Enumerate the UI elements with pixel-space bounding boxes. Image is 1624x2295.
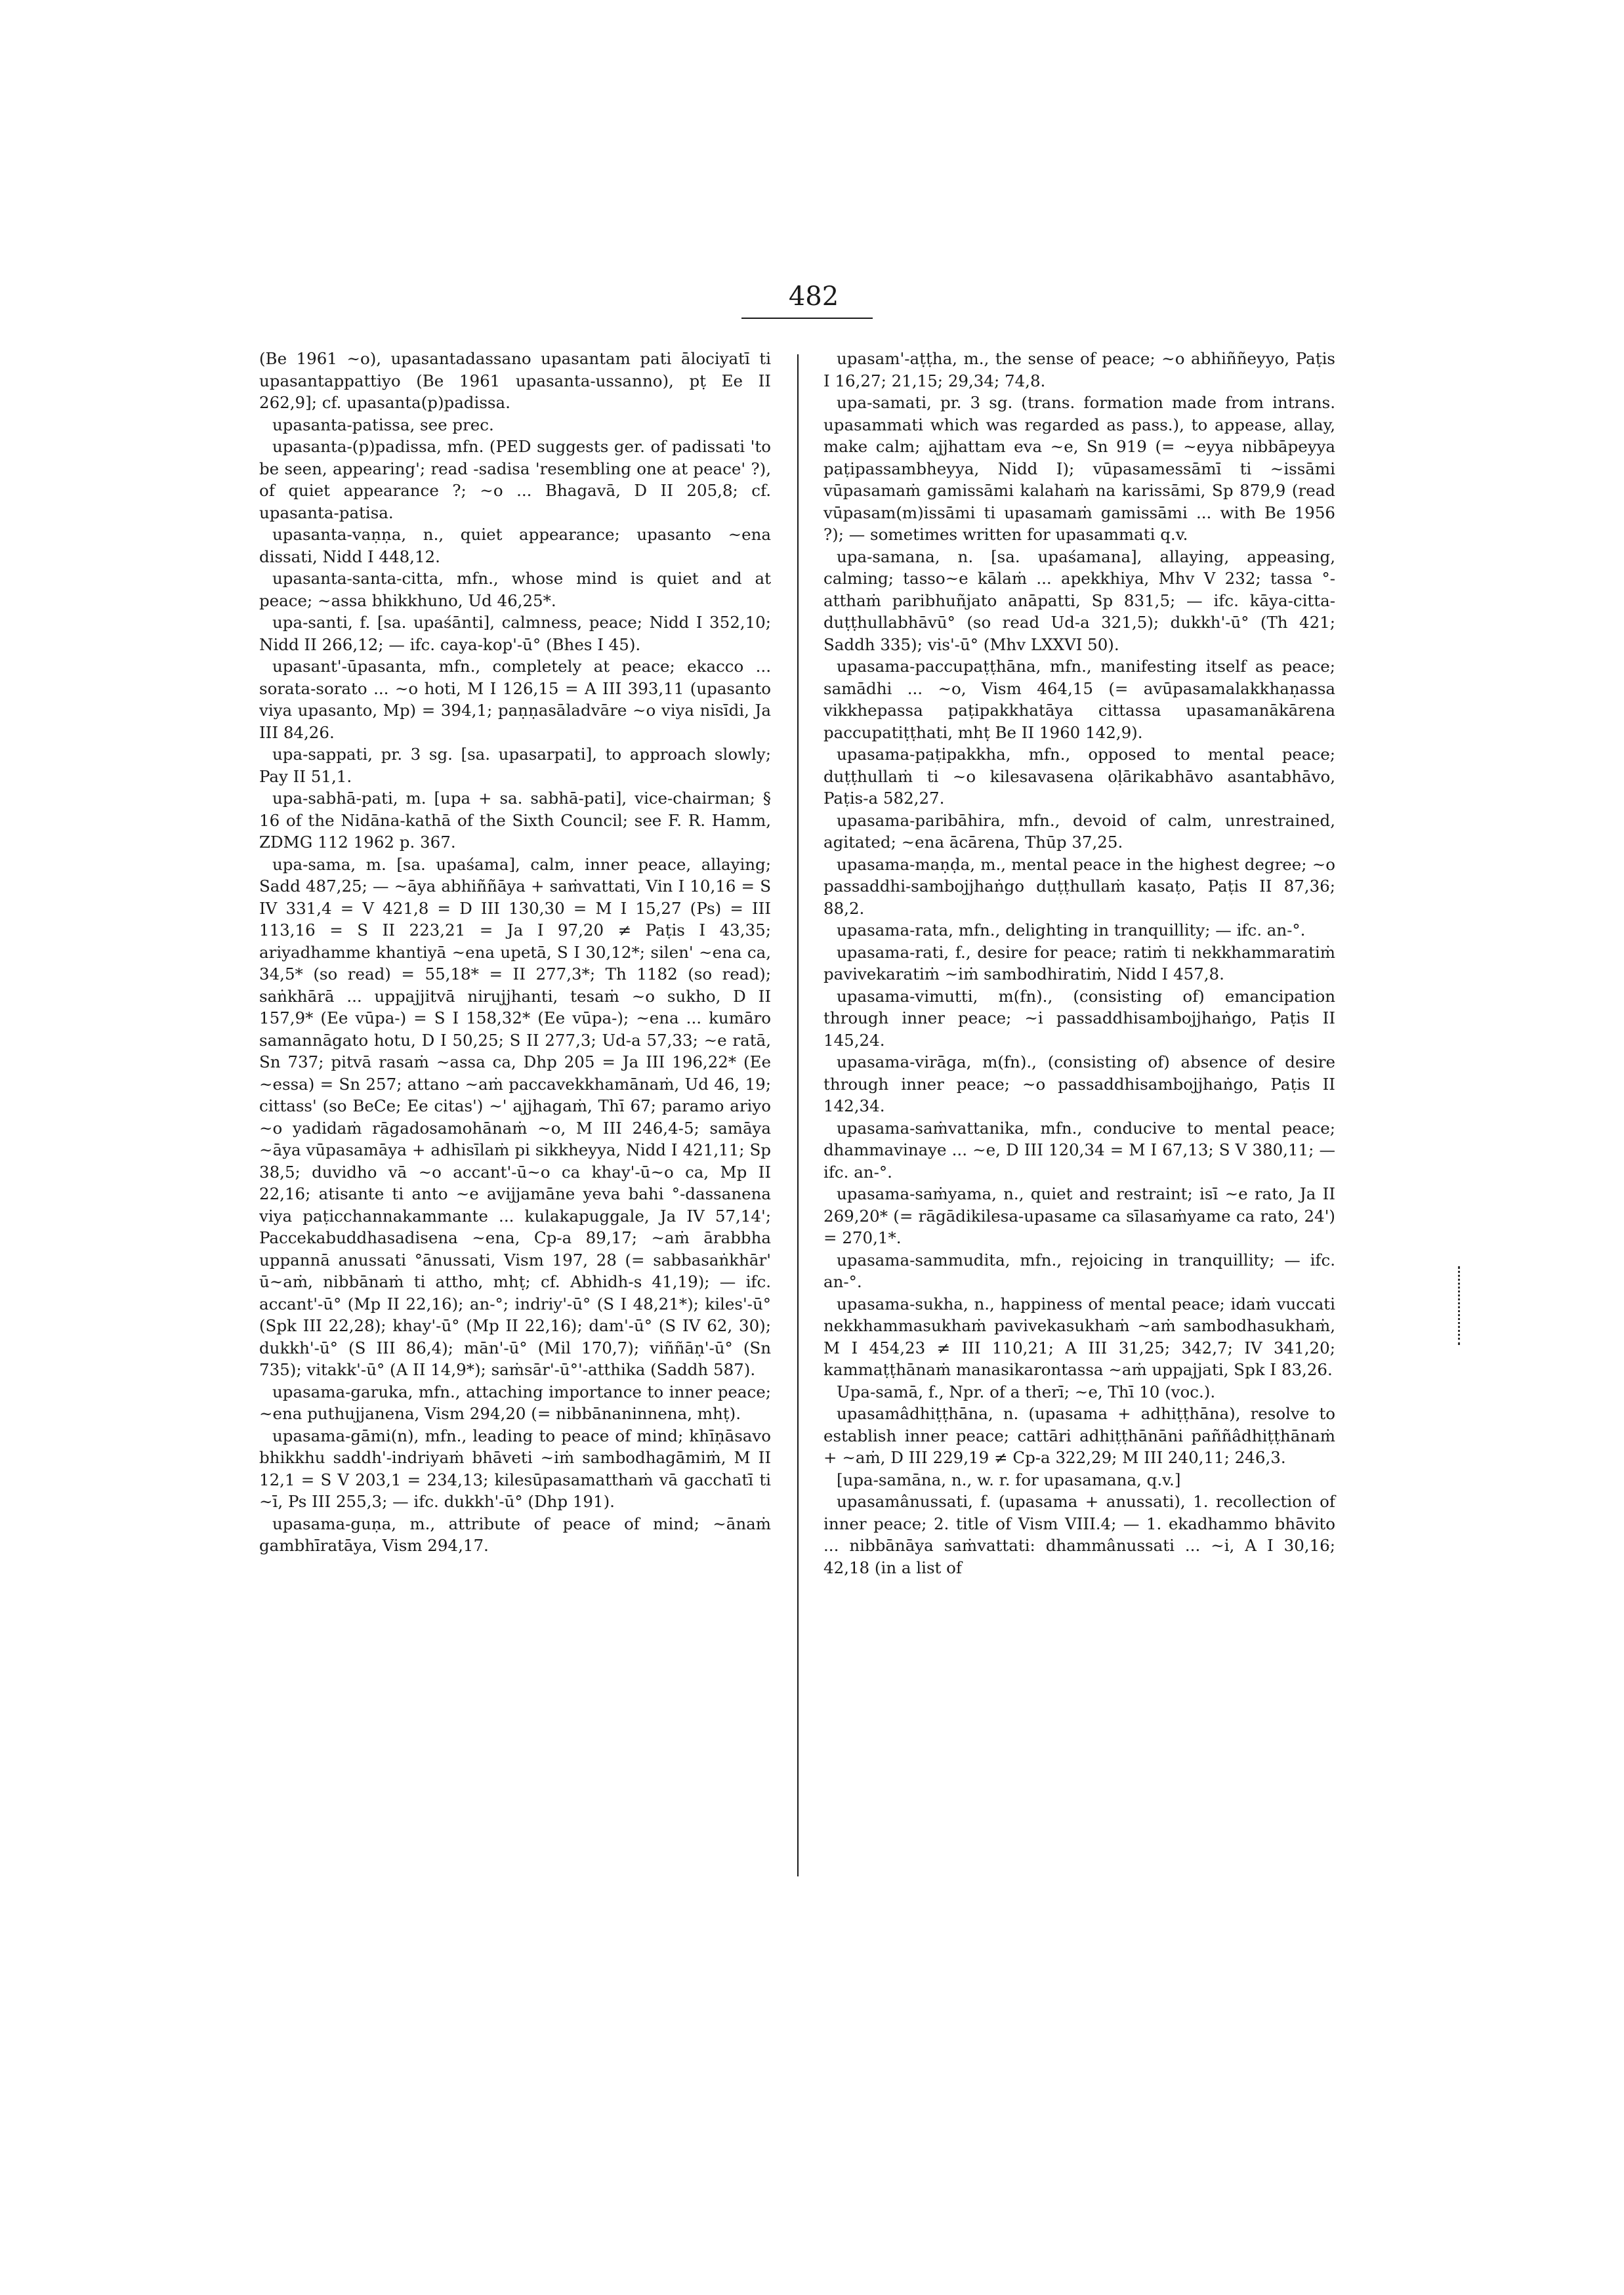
entry: upasamâdhiṭṭhāna, n. (upasama + adhiṭṭhāna), resolve to establish inner peace; cattāri adhiṭṭhānāni paññâdhiṭṭhānaṁ + ~aṁ, D III 229,19 ≠ Cp-a 322,29; M III 240,11; 246,3.: [823, 1404, 1335, 1467]
entry: upasama-guṇa, m., attribute of peace of mind; ~ānaṁ gambhīratāya, Vism 294,17.: [259, 1514, 771, 1555]
entry: upa-samana, n. [sa. upaśamana], allaying, appeasing, calming; tasso~e kālaṁ ... apekkhiya, Mhv V 232; tassa °-atthaṁ paribhuñjato anāpatti, Sp 831,5; — ifc. kāya-citta-duṭṭhullabhāvū° (so read Ud-a 321,5); dukkh'-ū° (Th 421; Saddh 335); vis'-ū° (Mhv LXXVI 50).: [823, 547, 1335, 654]
entry: upasama-sukha, n., happiness of mental peace; idaṁ vuccati nekkhammasukhaṁ pavivekasukhaṁ ~aṁ sambodhasukhaṁ, M I 454,23 ≠ III 110,21; A III 31,25; 342,7; IV 341,20; kammaṭṭhānaṁ manasikarontassa ~aṁ uppajjati, Spk I 83,26.: [823, 1294, 1335, 1379]
entry: upa-samati, pr. 3 sg. (trans. formation made from intrans. upasammati which was regarded as pass.), to appease, allay, make calm; ajjhattam eva ~e, Sn 919 (= ~eyya nibbāpeyya paṭipassambheyya, Nidd I); vūpasamessāmī ti ~issāmi vūpasamaṁ gamissāmi kalahaṁ na karissāmi, Sp 879,9 (read vūpasam(m)issāmi ti upasamaṁ gamissāmi ... with Be 1956 ?); — sometimes written for upasammati q.v.: [823, 393, 1335, 544]
entry: upasant'-ūpasanta, mfn., completely at peace; ekacco ... sorata-sorato ... ~o hoti, M I 126,15 = A III 393,11 (upasanto viya upasanto, Mp) = 394,1; paṇṇasāladvāre ~o viya nisīdi, Ja III 84,26.: [259, 657, 771, 742]
margin-mark: [1458, 1266, 1460, 1345]
entry: upasama-gāmi(n), mfn., leading to peace of mind; khīṇāsavo bhikkhu saddh'-indriyaṁ bhāveti ~iṁ sambodhagāmiṁ, M II 12,1 = S V 203,1 = 234,13; kilesūpasamatthaṁ vā gacchatī ti ~ī, Ps III 255,3; — ifc. dukkh'-ū° (Dhp 191).: [259, 1426, 771, 1511]
entry: upa-sappati, pr. 3 sg. [sa. upasarpati], to approach slowly; Pay II 51,1.: [259, 745, 771, 786]
entry: [upa-samāna, n., w. r. for upasamana, q.v.]: [837, 1470, 1181, 1489]
entry: upa-sabhā-pati, m. [upa + sa. sabhā-pati], vice-chairman; § 16 of the Nidāna-kathā of the Sixth Council; see F. R. Hamm, ZDMG 112 1962 p. 367.: [259, 789, 771, 852]
entry: upasama-sammudita, mfn., rejoicing in tranquillity; — ifc. an-°.: [823, 1250, 1335, 1291]
entry: upasama-paribāhira, mfn., devoid of calm, unrestrained, agitated; ~ena ācārena, Thūp 37,25.: [823, 810, 1335, 852]
entry: upasanta-patissa, see prec.: [272, 415, 494, 434]
entry: upasama-saṁyama, n., quiet and restraint; isī ~e rato, Ja II 269,20* (= rāgādikilesa-upasame ca sīlasaṁyame ca rato, 24') = 270,1*.: [823, 1184, 1335, 1247]
entry: upasama-vimutti, m(fn)., (consisting of) emancipation through inner peace; ~i passaddhisambojjhaṅgo, Paṭis II 145,24.: [823, 986, 1335, 1050]
entry: upasam'-aṭṭha, m., the sense of peace; ~o abhiññeyyo, Paṭis I 16,27; 21,15; 29,34; 74,8.: [823, 349, 1335, 390]
entry: upasama-saṁvattanika, mfn., conducive to mental peace; dhammavinaye ... ~e, D III 120,34 = M I 67,13; S V 380,11; — ifc. an-°.: [823, 1118, 1335, 1182]
entry: upasamânussati, f. (upasama + anussati), 1. recollection of inner peace; 2. title of Vism VIII.4; — 1. ekadhammo bhāvito ... nibbānāya saṁvattati: dhammânussati ... ~i, A I 30,16; 42,18 (in a list of: [823, 1492, 1335, 1577]
entry: upasama-paccupaṭṭhāna, mfn., manifesting itself as peace; samādhi ... ~o, Vism 464,15 (= avūpasamalakkhaṇassa vikkhepassa paṭipakkhatāya cittassa upasamanākārena paccupatiṭṭhati, mhṭ Be II 1960 142,9).: [823, 657, 1335, 742]
entry: (Be 1961 ~o), upasantadassano upasantam pati ālociyatī ti upasantappattiyo (Be 1961 upasanta-ussanno), pṭ Ee II 262,9]; cf. upasanta(p)padissa.: [259, 349, 771, 412]
column-divider: [797, 354, 799, 1876]
left-column: [259, 348, 771, 1557]
page-number-rule: [741, 318, 873, 319]
right-column: [823, 348, 1335, 1579]
page-number: 482: [788, 281, 839, 312]
entry: upasama-rati, f., desire for peace; ratiṁ ti nekkhammaratiṁ pavivekaratiṁ ~iṁ sambodhiratiṁ, Nidd I 457,8.: [823, 942, 1335, 983]
entry: upasanta-santa-citta, mfn., whose mind is quiet and at peace; ~assa bhikkhuno, Ud 46,25*.: [259, 569, 771, 610]
entry: upa-sama, m. [sa. upaśama], calm, inner peace, allaying; Sadd 487,25; — ~āya abhiññāya + saṁvattati, Vin I 10,16 = S IV 331,4 = V 421,8 = D III 130,30 = M I 15,27 (Ps) = III 113,16 = S II 223,21 = Ja I 97,20 ≠ Paṭis I 43,35; ariyadhamme khantiyā ~ena upetā, S I 30,12*; silen' ~ena ca, 34,5* (so read) = 55,18* = II 277,3*; Th 1182 (so read); saṅkhārā ... uppajjitvā nirujjhanti, tesaṁ ~o sukho, D II 157,9* (Ee vūpa-) = S I 158,32* (Ee vūpa-); ~ena ... kumāro samannāgato hotu, D I 50,25; S II 277,3; Ud-a 57,33; ~e ratā, Sn 737; pitvā rasaṁ ~assa ca, Dhp 205 = Ja III 196,22* (Ee ~essa) = Sn 257; attano ~aṁ paccavekkhamānaṁ, Ud 46, 19; cittass' (so BeCe; Ee citas') ~' ajjhagaṁ, Thī 67; paramo ariyo ~o yadidaṁ rāgadosamohānaṁ ~o, M III 246,4-5; samāya ~āya vūpasamāya + adhisīlaṁ pi sikkheyya, Nidd I 421,11; Sp 38,5; duvidho vā ~o accant'-ū~o ca khay'-ū~o ca, Mp II 22,16; atisante ti anto ~e avijjamāne yeva bahi °-dassanena viya paṭicchannakammante ... kulakapuggale, Ja IV 57,14'; Paccekabuddhasadisena ~ena, Cp-a 89,17; ~aṁ ārabbha uppannā anussati °ānussati, Vism 197, 28 (= sabbasaṅkhār' ū~aṁ, nibbānaṁ ti attho, mhṭ; cf. Abhidh-s 41,19); — ifc. accant'-ū° (Mp II 22,16); an-°; indriy'-ū° (S I 48,21*); kiles'-ū° (Spk III 22,28); khay'-ū° (Mp II 22,16); dam'-ū° (S IV 62, 30); dukkh'-ū° (S III 86,4); mān'-ū° (Mil 170,7); viññāṇ'-ū° (Sn 735); vitakk'-ū° (A II 14,9*); saṁsār'-ū°'-atthika (Saddh 587).: [259, 854, 771, 1379]
entry: upasama-virāga, m(fn)., (consisting of) absence of desire through inner peace; ~o passaddhisambojjhaṅgo, Paṭis II 142,34.: [823, 1052, 1335, 1115]
entry: upa-santi, f. [sa. upaśānti], calmness, peace; Nidd I 352,10; Nidd II 266,12; — ifc. caya-kop'-ū° (Bhes I 45).: [259, 613, 771, 654]
entry: upasanta-vaṇṇa, n., quiet appearance; upasanto ~ena dissati, Nidd I 448,12.: [259, 525, 771, 566]
entry: upasama-rata, mfn., delighting in tranquillity; — ifc. an-°.: [837, 920, 1306, 940]
entry: upasama-paṭipakkha, mfn., opposed to mental peace; duṭṭhullaṁ ti ~o kilesavasena oḷārikabhāvo asantabhāvo, Paṭis-a 582,27.: [823, 745, 1335, 808]
entry: Upa-samā, f., Npr. of a therī; ~e, Thī 10 (voc.).: [837, 1382, 1216, 1401]
entry: upasanta-(p)padissa, mfn. (PED suggests ger. of padissati 'to be seen, appearing'; read -sadisa 'resembling one at peace' ?), of quiet appearance ?; ~o ... Bhagavā, D II 205,8; cf. upasanta-patisa.: [259, 437, 771, 522]
entry: upasama-garuka, mfn., attaching importance to inner peace; ~ena puthujjanena, Vism 294,20 (= nibbānaninnena, mhṭ).: [259, 1382, 771, 1423]
entry: upasama-maṇḍa, m., mental peace in the highest degree; ~o passaddhi-sambojjhaṅgo duṭṭhullaṁ kasaṭo, Paṭis II 87,36; 88,2.: [823, 854, 1335, 918]
